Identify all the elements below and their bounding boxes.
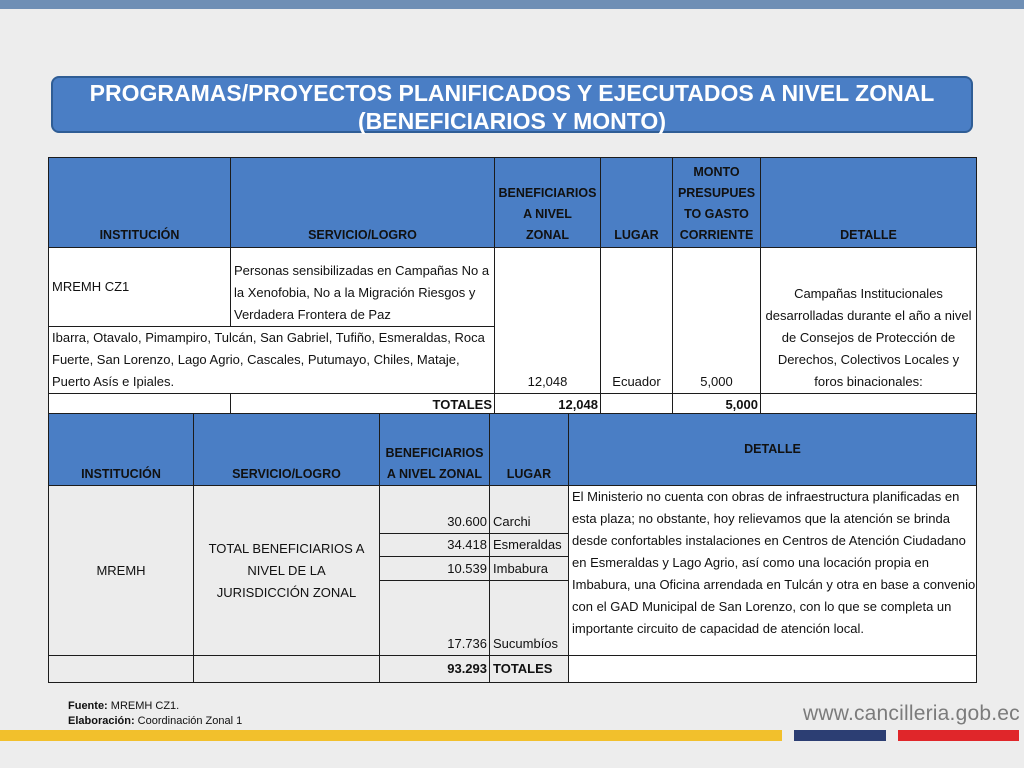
title-line-1: PROGRAMAS/PROYECTOS PLANIFICADOS Y EJECUTADOS A NIVEL ZONAL <box>89 80 935 106</box>
col-header-detalle: DETALLE <box>761 158 977 248</box>
title-line-2: (BENEFICIARIOS Y MONTO) <box>358 108 666 134</box>
header-text: PRESUPUES <box>677 186 756 200</box>
header-text: BENEFICIARIOS <box>498 186 597 200</box>
cell-place: Carchi <box>490 486 569 534</box>
cell-localidades: Ibarra, Otavalo, Pimampiro, Tulcán, San Gabriel, Tufiño, Esmeraldas, Roca Fuerte, San Lorenzo, Lago Agrio, Cascales, Putumayo, Chiles, Mataje, Puerto Asís e Ipiales. <box>49 327 495 394</box>
jurisdiction-table <box>48 413 977 683</box>
navy-stripe <box>794 730 886 741</box>
top-accent-bar <box>0 0 1024 9</box>
totals-row <box>49 656 977 683</box>
website-link[interactable]: www.cancilleria.gob.ec <box>803 702 1020 725</box>
cell-place: Sucumbíos <box>490 581 569 656</box>
fuente-value: MREMH CZ1. <box>107 700 180 712</box>
elaboracion-label: Elaboración: <box>68 715 135 727</box>
header-text: CORRIENTE <box>679 228 754 242</box>
cell-empty <box>49 656 194 683</box>
cell-empty <box>194 656 380 683</box>
col-header-beneficiarios <box>495 158 601 248</box>
col-header-servicio: SERVICIO/LOGRO <box>231 158 495 248</box>
red-stripe <box>898 730 1019 741</box>
col-header-lugar: LUGAR <box>490 414 569 486</box>
header-text: MONTO <box>693 165 740 179</box>
page-title <box>51 76 973 133</box>
totals-value: 93.293 <box>380 656 490 683</box>
col-header-lugar: LUGAR <box>601 158 673 248</box>
header-text: ZONAL <box>525 228 570 242</box>
cell-value: 34.418 <box>380 534 490 557</box>
elaboracion-value: Coordinación Zonal 1 <box>134 715 243 727</box>
table-row <box>49 248 977 327</box>
totals-label: TOTALES <box>231 394 495 417</box>
cell-value: 17.736 <box>380 581 490 656</box>
col-header-monto <box>673 158 761 248</box>
col-header-detalle: DETALLE <box>569 414 977 486</box>
cell-empty <box>569 656 977 683</box>
cell-value: 30.600 <box>380 486 490 534</box>
table-header-row <box>49 414 977 486</box>
cell-beneficiarios: 12,048 <box>495 248 601 394</box>
header-text: BENEFICIARIOS <box>385 446 484 460</box>
col-header-institucion: INSTITUCIÓN <box>49 158 231 248</box>
table-header-row <box>49 158 977 248</box>
cell-detalle: Campañas Institucionales desarrolladas durante el año a nivel de Consejos de Protección de Derechos, Colectivos Locales y foros binacionales: <box>761 248 977 394</box>
cell-servicio: Personas sensibilizadas en Campañas No a la Xenofobia, No a la Migración Riesgos y Verdadera Frontera de Paz <box>231 248 495 327</box>
yellow-stripe <box>0 730 782 741</box>
fuente-label: Fuente: <box>68 700 108 712</box>
table-row <box>49 486 977 534</box>
totals-label: TOTALES <box>490 656 569 683</box>
cell-monto: 5,000 <box>673 248 761 394</box>
cell-institucion: MREMH CZ1 <box>49 248 231 327</box>
campaigns-table <box>48 157 977 417</box>
header-text: A NIVEL ZONAL <box>386 467 483 481</box>
totals-beneficiarios: 12,048 <box>495 394 601 417</box>
cell-value: 10.539 <box>380 557 490 581</box>
cell-institucion: MREMH <box>49 486 194 656</box>
fuente-line <box>68 699 242 714</box>
cell-servicio: TOTAL BENEFICIARIOS A NIVEL DE LA JURISDICCIÓN ZONAL <box>194 486 380 656</box>
col-header-institucion: INSTITUCIÓN <box>49 414 194 486</box>
header-text: A NIVEL <box>523 207 572 221</box>
cell-place: Esmeraldas <box>490 534 569 557</box>
source-note <box>68 699 242 729</box>
elaboracion-line <box>68 714 242 729</box>
col-header-servicio: SERVICIO/LOGRO <box>194 414 380 486</box>
cell-place: Imbabura <box>490 557 569 581</box>
header-text: TO GASTO <box>684 207 749 221</box>
col-header-beneficiarios <box>380 414 490 486</box>
cell-detalle: El Ministerio no cuenta con obras de infraestructura planificadas en esta plaza; no obstante, hoy relievamos que la atención se brinda desde confortables instalaciones en Centros de Atención Ciudadano en Esmeraldas y Lago Agrio, así como una locación propia en Imbabura, una Oficina arrendada en Tulcán y otra en base a convenio con el GAD Municipal de San Lorenzo, con lo que se completa un importante circuito de capacidad de atención local. <box>569 486 977 656</box>
cell-lugar: Ecuador <box>601 248 673 394</box>
totals-monto: 5,000 <box>673 394 761 417</box>
